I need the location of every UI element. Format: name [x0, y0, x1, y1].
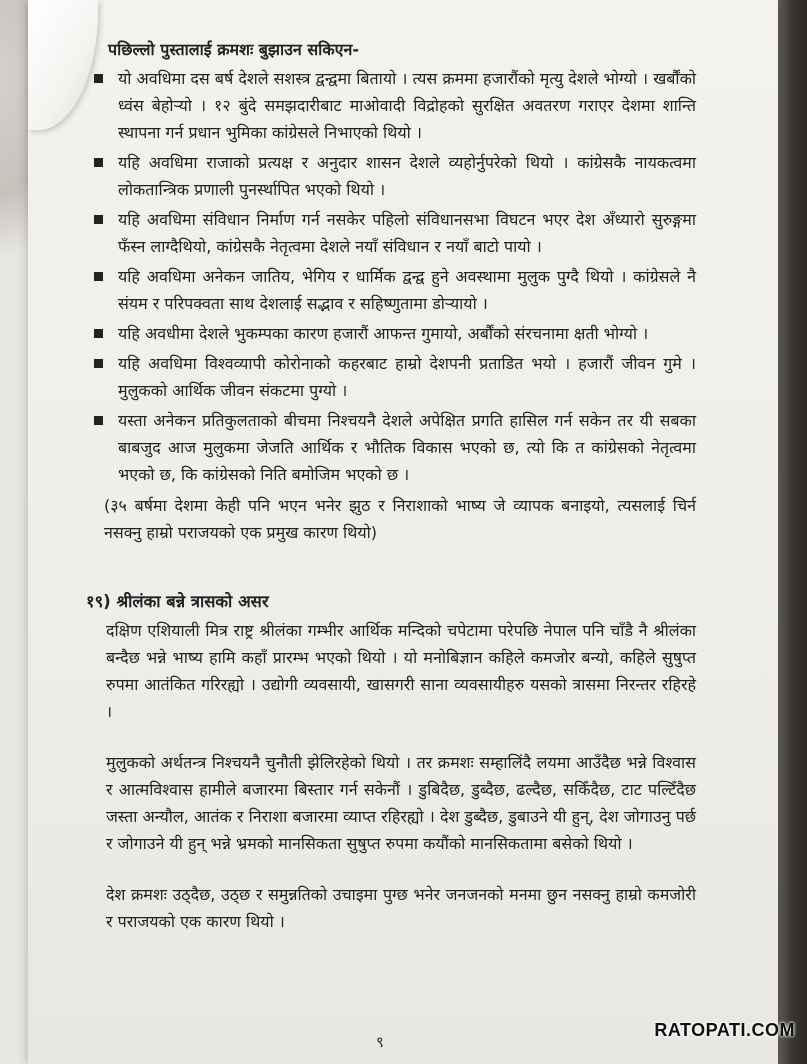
section-paragraph: मुलुकको अर्थतन्त्र निश्चयनै चुनौती झेलिरहेको थियो । तर क्रमशः सम्हालिंदै लयमा आउँदैछ भन्ने विश्वास र आत्मविश्वास हामीले बजारमा बिस्तार गर्न सकेनौं । डुबिदैछ, डुब्दैछ, ढल्दैछ, सकिँदैछ, टाट पल्टिँदैछ जस्ता अन्यौल, आतंक र निराशा बजारमा व्याप्त रहिरह्यो । देश डुब्दैछ, डुबाउने यी हुन्, देश जोगाउनु पर्छ र जोगाउने यी हुन् भन्ने भ्रमको मानसिकता सुषुप्त रुपमा कयौंको मानसिकतामा बसेको थियो ।: [106, 753, 696, 853]
bullet-text: यहि अवधिमा अनेकन जातिय, भेगिय र धार्मिक द्वन्द्व हुने अवस्थामा मुलुक पुग्दै थियो । कांग्रेसले नै संयम र परिपक्वता साथ देशलाई सद्भाव र सहिष्णुतामा डोर्‍यायो ।: [118, 267, 696, 313]
bullet-text: यस्ता अनेकन प्रतिकुलताको बीचमा निश्चयनै देशले अपेक्षित प्रगति हासिल गर्न सकेन तर यी सबका बाबजुद आज मुलुकमा जेजति आर्थिक र भौतिक विकास भएको छ, त्यो कि त कांग्रेसको नेतृत्वमा भएको छ, कि कांग्रेसको निति बमोजिम भएको छ ।: [118, 411, 696, 484]
page-content: [86, 36, 696, 935]
square-bullet-icon: [94, 74, 103, 83]
section-title: १९) श्रीलंका बन्ने त्रासको असर: [86, 592, 269, 611]
square-bullet-icon: [94, 416, 103, 425]
bullet-text: यो अवधिमा दस बर्ष देशले सशस्त्र द्वन्द्वमा बितायो । त्यस क्रममा हजारौंको मृत्यु देशले भोग्यो । खर्बौंको ध्वंस बेहोर्‍यो । १२ बुंदे समझदारीबाट माओवादी विद्रोहको सुरक्षित अवतरण गराएर देशमा शान्ति स्थापना गर्न प्रधान भुमिका कांग्रेसले निभाएको थियो ।: [118, 69, 696, 142]
parenthetical-note: (३५ बर्षमा देशमा केही पनि भएन भनेर झुठ र निराशाको भाष्य जे व्यापक बनाइयो, त्यसलाई चिर्न नसक्नु हाम्रो पराजयको एक प्रमुख कारण थियो): [104, 496, 696, 542]
watermark: RATOPATI.COM: [654, 1020, 795, 1040]
bullet-text: यहि अवधीमा देशले भुकम्पका कारण हजारौं आफन्त गुमायो, अर्बौंको संरचनामा क्षती भोग्यो ।: [118, 324, 649, 343]
bullet-item: [86, 407, 696, 488]
page-number: ९: [376, 1033, 384, 1051]
bullet-item: [86, 206, 696, 260]
bullet-item: [86, 149, 696, 203]
bullet-text: यहि अवधिमा संविधान निर्माण गर्न नसकेर पहिलो संविधानसभा विघटन भएर देश अँध्यारो सुरुङ्गमा फँस्न लाग्दैथियो, कांग्रेसकै नेतृत्वमा देशले नयाँ संविधान र नयाँ बाटो पायो ।: [118, 210, 696, 256]
bullet-item: [86, 320, 696, 347]
square-bullet-icon: [94, 215, 103, 224]
bullet-item: [86, 263, 696, 317]
bullet-list: [86, 65, 696, 488]
square-bullet-icon: [94, 158, 103, 167]
square-bullet-icon: [94, 272, 103, 281]
intro-heading: पछिल्लो पुस्तालाई क्रमशः बुझाउन सकिएन-: [108, 40, 359, 59]
section-paragraph: दक्षिण एशियाली मित्र राष्ट्र श्रीलंका गम्भीर आर्थिक मन्दिको चपेटामा परेपछि नेपाल पनि चाँडै नै श्रीलंका बन्दैछ भन्ने भाष्य हामि कहाँ प्रारम्भ भएको थियो । यो मनोबिज्ञान कहिले कमजोर बन्यो, कहिले सुषुप्त रुपमा आतंकित गरिरह्यो । उद्योगी व्यवसायी, खासगरी साना व्यवसायीहरु यसको त्रासमा निरन्तर रहिरहे ।: [106, 621, 696, 721]
square-bullet-icon: [94, 359, 103, 368]
bullet-item: [86, 350, 696, 404]
bullet-text: यहि अवधिमा विश्वव्यापी कोरोनाको कहरबाट हाम्रो देशपनी प्रताडित भयो । हजारौं जीवन गुमे । मुलुकको आर्थिक जीवन संकटमा पुग्यो ।: [118, 354, 696, 400]
square-bullet-icon: [94, 329, 103, 338]
bullet-text: यहि अवधिमा राजाको प्रत्यक्ष र अनुदार शासन देशले व्यहोर्नुपरेको थियो । कांग्रेसकै नायकत्वमा लोकतान्त्रिक प्रणाली पुनर्स्थापित भएको थियो ।: [118, 153, 696, 199]
section-paragraph: देश क्रमशः उठ्दैछ, उठ्छ र समुन्नतिको उचाइमा पुग्छ भनेर जनजनको मनमा छुन नसक्नु हाम्रो कमजोरी र पराजयको एक कारण थियो ।: [106, 885, 696, 931]
bullet-item: [86, 65, 696, 146]
